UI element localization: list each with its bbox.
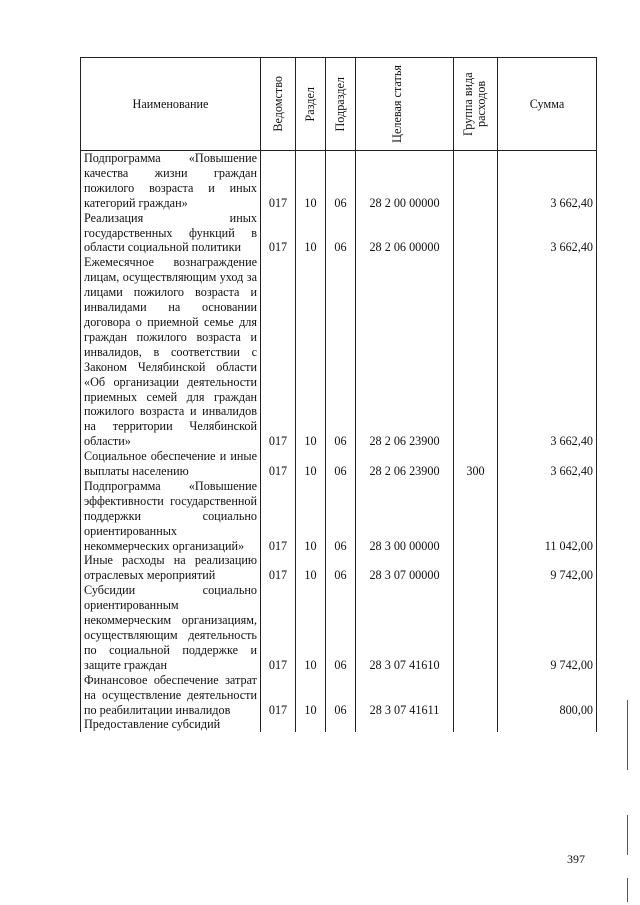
row-summa: 11 042,00 — [498, 479, 597, 554]
row-podrazdel: 06 — [326, 583, 356, 672]
scan-mark — [627, 815, 628, 855]
scan-mark — [627, 700, 628, 770]
row-name: Ежемесячное вознаграждение лицам, осуществляющим уход за лицами пожилого возраста и инвалидами на основании договора о приемной семье для граждан пожилого возраста и инвалидов, в соответствии с Законом Челябинской области «Об организации деятельности приемных семей для граждан пожилого возраста и инвалидов на территории Челябинской области» — [81, 255, 261, 449]
row-razdel: 10 — [296, 211, 326, 256]
row-cs: 28 3 00 00000 — [356, 479, 454, 554]
row-summa: 3 662,40 — [498, 449, 597, 479]
row-summa: 9 742,00 — [498, 583, 597, 672]
row-ved: 017 — [261, 449, 296, 479]
row-summa: 3 662,40 — [498, 255, 597, 449]
row-podrazdel: 06 — [326, 553, 356, 583]
row-name: Подпрограмма «Повышение эффективности государственной поддержки социально ориентированных некоммерческих организаций» — [81, 479, 261, 554]
row-gruppa — [454, 717, 498, 732]
row-gruppa — [454, 583, 498, 672]
row-podrazdel: 06 — [326, 673, 356, 718]
row-name: Финансовое обеспечение затрат на осуществление деятельности по реабилитации инвалидов — [81, 673, 261, 718]
row-gruppa — [454, 479, 498, 554]
row-name: Реализация иных государственных функций в области социальной политики — [81, 211, 261, 256]
table-row — [81, 717, 597, 732]
row-name: Социальное обеспечение и иные выплаты населению — [81, 449, 261, 479]
header-row — [81, 58, 597, 151]
row-razdel: 10 — [296, 583, 326, 672]
row-gruppa — [454, 673, 498, 718]
row-summa — [498, 717, 597, 732]
table-row — [81, 479, 597, 554]
row-gruppa — [454, 211, 498, 256]
table-row — [81, 255, 597, 449]
row-ved: 017 — [261, 151, 296, 211]
row-cs — [356, 717, 454, 732]
row-razdel: 10 — [296, 449, 326, 479]
row-ved: 017 — [261, 479, 296, 554]
row-podrazdel: 06 — [326, 255, 356, 449]
row-ved — [261, 717, 296, 732]
table-row — [81, 449, 597, 479]
row-gruppa — [454, 553, 498, 583]
row-razdel: 10 — [296, 151, 326, 211]
budget-table — [80, 57, 597, 732]
row-summa: 3 662,40 — [498, 151, 597, 211]
row-cs: 28 3 07 41610 — [356, 583, 454, 672]
table-row — [81, 583, 597, 672]
table-row — [81, 151, 597, 211]
row-razdel: 10 — [296, 553, 326, 583]
row-podrazdel: 06 — [326, 479, 356, 554]
table-row — [81, 673, 597, 718]
row-summa: 9 742,00 — [498, 553, 597, 583]
header-gruppa: Группа вида расходов — [454, 58, 498, 151]
row-name: Подпрограмма «Повышение качества жизни граждан пожилого возраста и иных категорий граждан» — [81, 151, 261, 211]
row-gruppa — [454, 255, 498, 449]
row-summa: 800,00 — [498, 673, 597, 718]
row-cs: 28 3 07 00000 — [356, 553, 454, 583]
header-summa: Сумма — [498, 58, 597, 151]
header-podrazdel: Подраздел — [326, 58, 356, 151]
row-podrazdel: 06 — [326, 211, 356, 256]
row-ved: 017 — [261, 583, 296, 672]
scan-mark — [627, 878, 628, 902]
row-podrazdel: 06 — [326, 449, 356, 479]
header-name: Наименование — [81, 58, 261, 151]
row-gruppa: 300 — [454, 449, 498, 479]
row-razdel — [296, 717, 326, 732]
row-cs: 28 2 06 23900 — [356, 255, 454, 449]
row-cs: 28 2 06 23900 — [356, 449, 454, 479]
row-name: Предоставление субсидий — [81, 717, 261, 732]
header-cs: Целевая статья — [356, 58, 454, 151]
header-razdel: Раздел — [296, 58, 326, 151]
row-podrazdel: 06 — [326, 151, 356, 211]
row-razdel: 10 — [296, 479, 326, 554]
header-ved: Ведомство — [261, 58, 296, 151]
page-number: 397 — [567, 852, 585, 866]
row-cs: 28 3 07 41611 — [356, 673, 454, 718]
row-name: Субсидии социально ориентированным некоммерческим организациям, осуществляющим деятельность по социальной поддержке и защите граждан — [81, 583, 261, 672]
row-razdel: 10 — [296, 255, 326, 449]
row-summa: 3 662,40 — [498, 211, 597, 256]
row-razdel: 10 — [296, 673, 326, 718]
table-row — [81, 211, 597, 256]
row-ved: 017 — [261, 211, 296, 256]
row-ved: 017 — [261, 553, 296, 583]
row-ved: 017 — [261, 673, 296, 718]
row-cs: 28 2 00 00000 — [356, 151, 454, 211]
row-name: Иные расходы на реализацию отраслевых мероприятий — [81, 553, 261, 583]
row-ved: 017 — [261, 255, 296, 449]
row-gruppa — [454, 151, 498, 211]
row-podrazdel — [326, 717, 356, 732]
table-row — [81, 553, 597, 583]
row-cs: 28 2 06 00000 — [356, 211, 454, 256]
